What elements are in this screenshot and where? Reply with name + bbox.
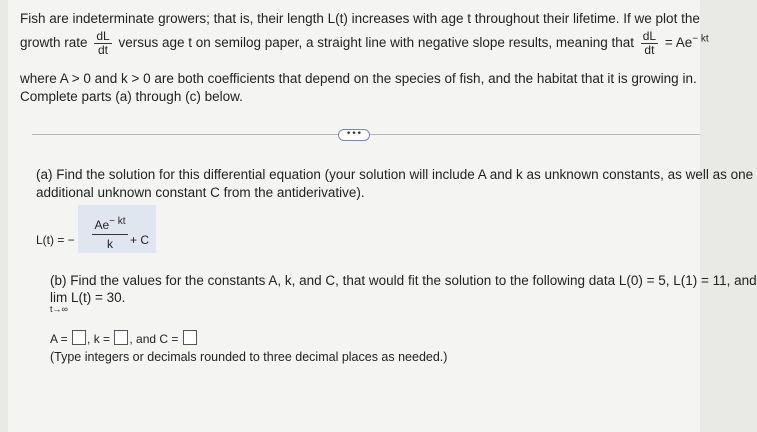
expand-more-button[interactable]: •••: [338, 129, 370, 141]
part-b-answer-row: [50, 330, 198, 348]
problem-line-1: Fish are indeterminate growers; that is, their length L(t) increases with age t throughout their lifetime. If we plot the: [20, 11, 700, 26]
problem-line-2: [20, 30, 709, 57]
fraction-denominator-2: dt: [644, 43, 655, 57]
growth-rate-label: growth rate: [20, 35, 88, 51]
part-a-denominator: k: [107, 237, 113, 251]
equation-exponent: − kt: [692, 33, 709, 45]
part-a-fraction: [92, 216, 128, 253]
a-label: A =: [50, 332, 68, 346]
a-input[interactable]: [72, 330, 86, 345]
fraction-denominator: dt: [97, 43, 108, 57]
part-b-hint: (Type integers or decimals rounded to three decimal places as needed.): [50, 350, 448, 364]
part-b-text-2: lim L(t) = 30.: [50, 290, 126, 305]
part-a-plus-c: + C: [130, 233, 150, 247]
fraction-numerator-2: dL: [642, 29, 657, 43]
problem-middle-text: versus age t on semilog paper, a straight line with negative slope results, meaning that: [118, 35, 634, 51]
part-a-numerator: [92, 216, 128, 235]
part-a-num-text: Ae: [94, 218, 110, 232]
k-input[interactable]: [114, 330, 128, 345]
derivative-fraction: [94, 30, 111, 57]
problem-line-3: where A > 0 and k > 0 are both coefficients that depend on the species of fish, and the habitat that it is growing in.: [20, 71, 697, 86]
k-label: , k =: [87, 332, 111, 346]
c-input[interactable]: [183, 330, 197, 345]
part-a-lhs: L(t) = −: [36, 233, 75, 247]
problem-line-4: Complete parts (a) through (c) below.: [20, 89, 243, 104]
part-a-text-2: additional unknown constant C from the antiderivative).: [36, 185, 365, 200]
derivative-fraction-2: [641, 30, 658, 57]
question-page: [8, 0, 757, 432]
part-b-limit-subscript: t→∞: [50, 304, 68, 314]
fraction-numerator: dL: [96, 29, 110, 43]
equation-rhs: = Ae: [664, 35, 693, 51]
part-a-text-1: (a) Find the solution for this differential equation (your solution will include A and k as unknown constants, as well as one: [36, 167, 754, 182]
part-a-num-exponent: − kt: [109, 216, 126, 227]
c-label: , and C =: [129, 332, 179, 346]
part-b-text-1: (b) Find the values for the constants A, k, and C, that would fit the solution to the following data L(0) = 5, L(1) = 11, and: [50, 273, 757, 288]
